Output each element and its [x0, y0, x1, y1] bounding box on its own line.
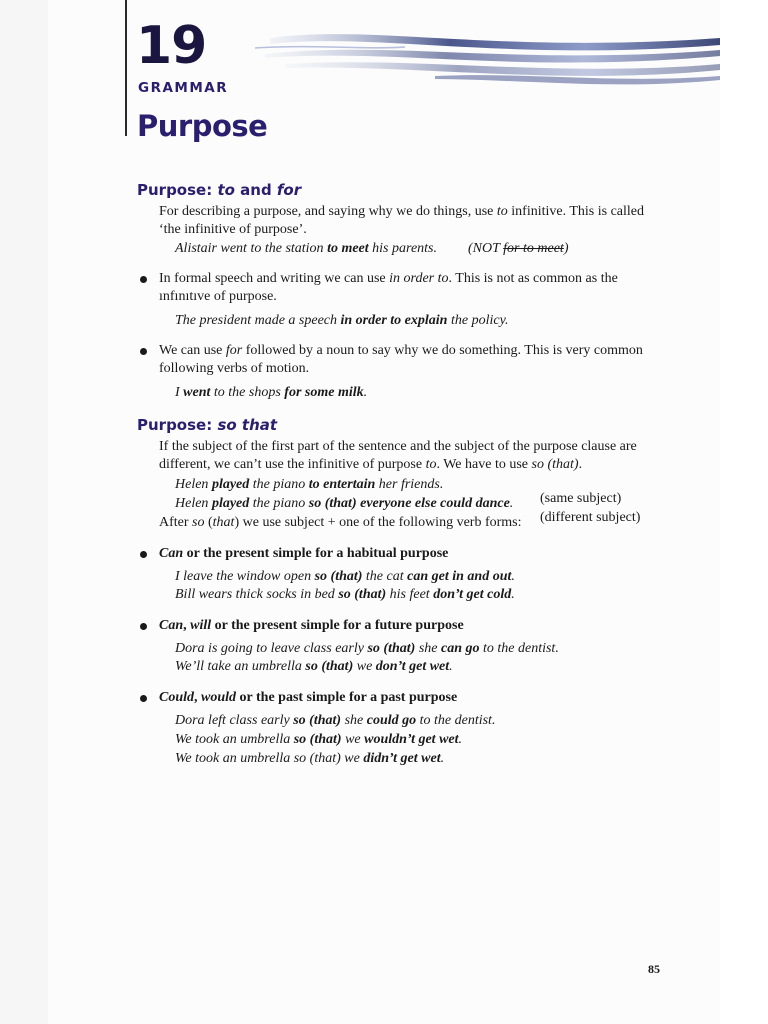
bullet-text: We can use for followed by a noun to say why we do something. This is very common [159, 343, 643, 358]
example-sentence: Dora left class early so (that) she could go to the dentist. [175, 713, 496, 728]
example-sentence: Dora is going to leave class early so (that) she can go to the dentist. [175, 641, 559, 656]
example-sentence: Helen played the piano so (that) everyone else could dance. [175, 496, 514, 511]
page-number: 85 [648, 962, 660, 976]
bullet-icon [140, 551, 147, 558]
example-sentence: We took an umbrella so (that) we didn’t get wet. [175, 751, 445, 766]
bullet-text: following verbs of motion. [159, 361, 310, 376]
not-note: (NOT for to meet) [468, 241, 569, 256]
section-heading-so-that: Purpose: so that [137, 416, 278, 434]
example-sentence: I leave the window open so (that) the cat can get in and out. [175, 569, 515, 584]
example-sentence: I went to the shops for some milk. [175, 385, 368, 400]
decorative-swoosh [255, 20, 720, 95]
bullet-text: ınfınıtıve of purpose. [159, 289, 277, 304]
section-heading-to-and-for: Purpose: to and for [137, 181, 302, 199]
example-sentence: Helen played the piano to entertain her friends. [175, 477, 444, 492]
subject-note: (same subject) [540, 491, 622, 506]
bullet-text: In formal speech and writing we can use in order to. This is not as common as the [159, 271, 618, 286]
page-margin [720, 0, 768, 1024]
example-sentence: Bill wears thick socks in bed so (that) his feet don’t get cold. [175, 587, 515, 602]
header-rule [125, 0, 127, 136]
example-sentence: Alistair went to the station to meet his parents. [175, 241, 437, 256]
body-line: If the subject of the first part of the sentence and the subject of the purpose clause are [159, 439, 637, 454]
unit-number: 19 [136, 16, 207, 76]
bullet-icon [140, 623, 147, 630]
body-line: different, we can’t use the infinitive of purpose to. We have to use so (that). [159, 457, 583, 472]
subheading: Could, would or the past simple for a past purpose [159, 690, 458, 705]
body-line: After so (that) we use subject + one of the following verb forms: [159, 515, 522, 530]
category-label: GRAMMAR [138, 80, 229, 96]
bullet-icon [140, 276, 147, 283]
example-sentence: The president made a speech in order to explain the policy. [175, 313, 509, 328]
bullet-icon [140, 695, 147, 702]
page-title: Purpose [137, 109, 268, 143]
example-sentence: We took an umbrella so (that) we wouldn’t get wet. [175, 732, 463, 747]
bullet-icon [140, 348, 147, 355]
intro-line: For describing a purpose, and saying why we do things, use to infinitive. This is called [159, 204, 645, 219]
subject-note: (different subject) [540, 510, 641, 525]
intro-line: ‘the infinitive of purpose’. [159, 222, 307, 237]
subheading: Can, will or the present simple for a future purpose [159, 618, 464, 633]
subheading: Can or the present simple for a habitual purpose [159, 546, 449, 561]
example-sentence: We’ll take an umbrella so (that) we don’t get wet. [175, 659, 453, 674]
